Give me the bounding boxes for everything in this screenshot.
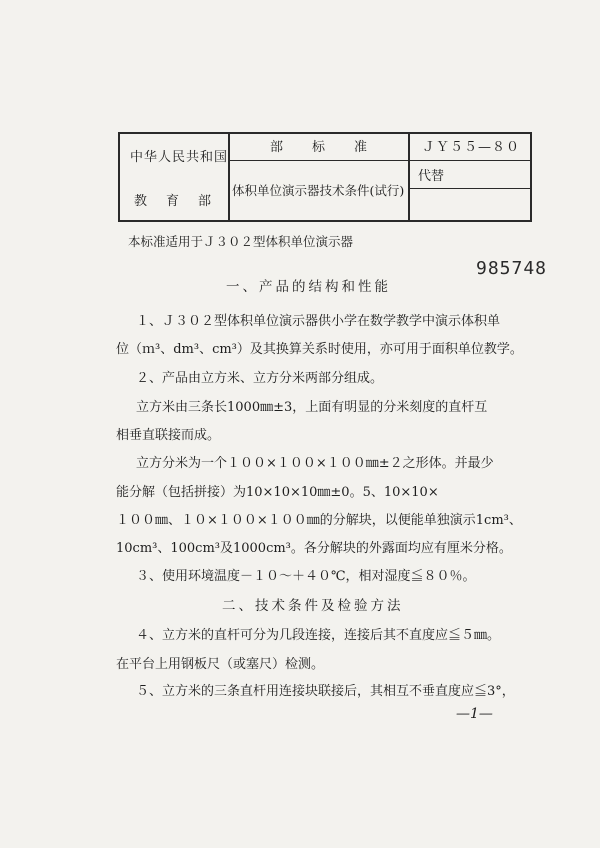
paragraph-line: 能分解（包括拼接）为10×10×10㎜±0。5、10×10× [116, 485, 439, 500]
paragraph-line: ２、产品由立方米、立方分米两部分组成。 [136, 371, 384, 386]
replaces-label: 代替 [418, 169, 445, 184]
ministry-name: 教 育 部 [134, 194, 215, 209]
section-heading: 一、产品的结构和性能 [226, 279, 391, 295]
standard-code: ＪＹ５５—８０ [422, 140, 521, 155]
document-title: 体积单位演示器技术条件(试行) [232, 183, 405, 198]
paragraph-line: ４、立方米的直杆可分为几段连接，连接后其不直度应≦５㎜。 [136, 628, 501, 643]
page-number: —1— [456, 706, 493, 722]
country-name: 中华人民共和国 [130, 150, 229, 165]
serial-number: 985748 [476, 258, 548, 279]
paragraph-line: 立方分米为一个１００×１００×１００㎜±２之形体。并最少 [136, 456, 494, 471]
paragraph-line: 位（ｍ³、dm³、cm³）及其换算关系时使用，亦可用于面积单位教学。 [116, 342, 523, 357]
section-heading: 二、技术条件及检验方法 [222, 598, 404, 614]
paragraph-line: １、Ｊ３０２型体积单位演示器供小学在数学教学中演示体积单 [136, 314, 501, 329]
paragraph-line: 相垂直联接而成。 [116, 428, 221, 443]
paragraph-line: ５、立方米的三条直杆用连接块联接后，其相互不垂直度应≦3°， [136, 684, 515, 699]
scope-statement: 本标准适用于Ｊ３０２型体积单位演示器 [128, 234, 354, 249]
paragraph-line: １００㎜、１０×１００×１００㎜的分解块，以便能单独演示1cm³、 [116, 513, 522, 528]
paragraph-line: 在平台上用钢板尺（或塞尺）检测。 [116, 657, 325, 672]
paragraph-line: 立方米由三条长1000㎜±3，上面有明显的分米刻度的直杆互 [136, 400, 488, 415]
paragraph-line: 10cm³、100cm³及1000cm³。各分解块的外露面均应有厘米分格。 [116, 541, 512, 556]
paragraph-line: ３、使用环境温度－１０～＋４０℃，相对湿度≦８０％。 [136, 569, 476, 584]
standard-category: 部 标 准 [270, 140, 376, 155]
